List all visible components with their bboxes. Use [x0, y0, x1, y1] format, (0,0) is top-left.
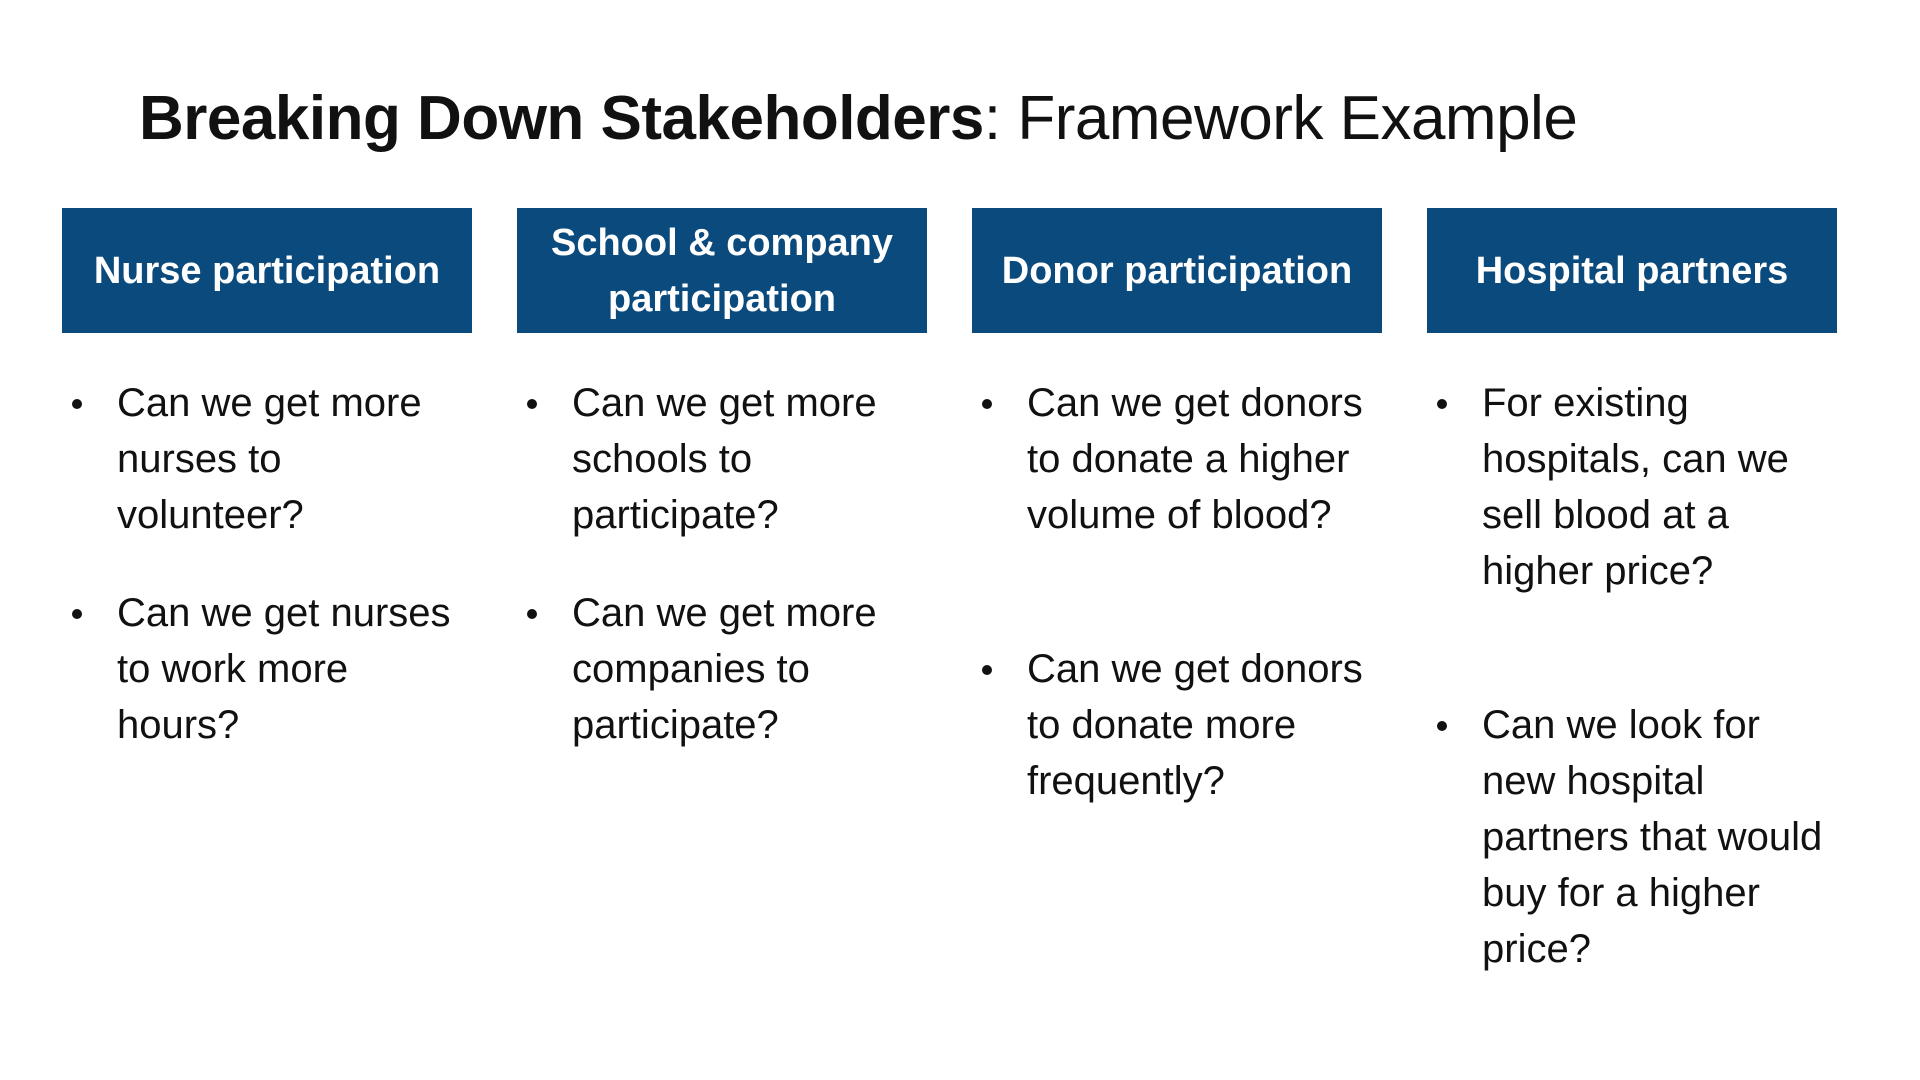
column-header: Nurse participation [62, 208, 472, 333]
bullet-icon [982, 665, 992, 675]
bullet-icon [527, 609, 537, 619]
bullet-item [517, 375, 927, 543]
bullet-text: Can we get more schools to participate? [572, 381, 877, 537]
bullet-item [517, 585, 927, 753]
title-rest: : Framework Example [983, 84, 1578, 153]
title-bold: Breaking Down Stakeholders [139, 84, 984, 153]
bullet-icon [72, 399, 82, 409]
bullet-item [1427, 697, 1837, 977]
bullet-list [1427, 375, 1837, 977]
bullet-icon [982, 399, 992, 409]
bullet-text: Can we get donors to donate a higher volume of blood? [1027, 381, 1363, 537]
bullet-item [972, 375, 1382, 543]
column-header: Donor participation [972, 208, 1382, 333]
bullet-text: Can we get more companies to participate? [572, 591, 877, 747]
slide-title [139, 82, 1577, 156]
bullet-list [62, 375, 472, 753]
bullet-item [1427, 375, 1837, 599]
bullet-text: Can we get donors to donate more frequently? [1027, 647, 1363, 803]
column-donor-participation [972, 208, 1382, 851]
bullet-text: Can we look for new hospital partners that would buy for a higher price? [1482, 703, 1823, 971]
bullet-list [517, 375, 927, 753]
column-nurse-participation [62, 208, 472, 795]
column-header: Hospital partners [1427, 208, 1837, 333]
bullet-item [972, 641, 1382, 809]
bullet-icon [72, 609, 82, 619]
bullet-text: Can we get more nurses to volunteer? [117, 381, 422, 537]
bullet-icon [1437, 399, 1447, 409]
bullet-item [62, 375, 472, 543]
column-header: School & company participation [517, 208, 927, 333]
bullet-icon [527, 399, 537, 409]
bullet-item [62, 585, 472, 753]
column-school-company-participation [517, 208, 927, 795]
bullet-icon [1437, 721, 1447, 731]
bullet-list [972, 375, 1382, 809]
bullet-text: For existing hospitals, can we sell blood at a higher price? [1482, 381, 1789, 593]
bullet-text: Can we get nurses to work more hours? [117, 591, 451, 747]
column-hospital-partners [1427, 208, 1837, 1019]
